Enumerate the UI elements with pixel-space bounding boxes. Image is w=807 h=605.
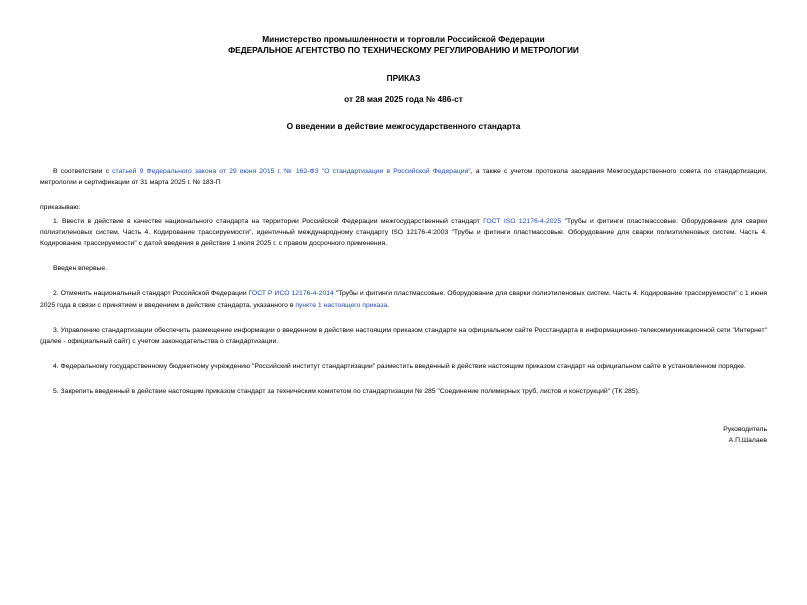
signature-block	[723, 424, 767, 446]
item-3: 3. Управлению стандартизации обеспечить размещение информации о введенном в действие настоящим приказом стандарте на официальном сайте Росстандарта в информационно-телекоммуникационной сети "Интернет" (далее - официальный сайт) с учетом законодательства о стандартизации.	[40, 326, 767, 346]
item-2	[40, 288, 767, 310]
preamble-text-2: , а также с учетом протокола заседания Межгосударственного совета по стандартизации, метрологии и сертификации от 31 марта 2025 г. № 183-П	[40, 168, 767, 187]
gost-iso-link[interactable]: ГОСТ ISO 12176-4-2025	[483, 217, 562, 225]
item-1-text-2: "Трубы и фитинги пластмассовые. Оборудование для сварки полиэтиленовых систем. Часть 4. Кодирование трассируемости", идентичный международному стандарту ISO 12176-4:2003 "Трубы и фитинги пластмассовые. Оборудование для сварки полиэтиленовых систем. Часть 4. Кодирование трассируемости" с датой введения в действие 1 июля 2025 г. с правом досрочного применения.	[40, 217, 768, 248]
item-1	[40, 216, 767, 250]
federal-law-link[interactable]: статьей 9 Федерального закона от 29 июня 2015 г. № 162-ФЗ "О стандартизации в Российской Федерации"	[112, 168, 471, 175]
signer-name: А.П.Шалаев	[728, 437, 767, 444]
doc-type: ПРИКАЗ	[386, 73, 421, 83]
signer-title: Руководитель	[723, 426, 767, 433]
item-5: 5. Закрепить введенный в действие настоящим приказом стандарт за техническим комитетом по стандартизации № 285 "Соединение полимерных труб, листов и конструкций" (ТК 285).	[53, 388, 640, 396]
item-1-reference-link[interactable]: пункте 1 настоящего приказа	[295, 301, 388, 309]
item-1-text-1: 1. Ввести в действие в качестве национального стандарта на территории Российской Федерации межгосударственный стандарт	[53, 217, 484, 225]
order-body	[40, 166, 767, 398]
agency-name: ФЕДЕРАЛЬНОЕ АГЕНТСТВО ПО ТЕХНИЧЕСКОМУ РЕГУЛИРОВАНИЮ И МЕТРОЛОГИИ	[228, 45, 579, 55]
preamble-text-1: В соответствии с	[53, 168, 113, 175]
ministry-name: Министерство промышленности и торговли Российской Федерации	[262, 34, 545, 44]
order-word: приказываю:	[40, 204, 81, 212]
document-page	[0, 34, 807, 605]
item-4: 4. Федеральному государственному бюджетному учреждению "Российский институт стандартизации" разместить введенный в действие настоящим приказом стандарт на официальном сайте в установленном порядке.	[53, 363, 746, 371]
preamble-paragraph	[40, 166, 767, 188]
item-2-text-3: .	[387, 301, 390, 309]
item-2-text-1: 2. Отменить национальный стандарт Российской Федерации	[53, 290, 249, 298]
first-time-note: Введен впервые.	[53, 265, 108, 273]
order-subject: О введении в действие межгосударственного стандарта	[286, 121, 521, 131]
order-date-number: от 28 мая 2025 года № 486-ст	[344, 94, 463, 104]
gost-r-iso-link[interactable]: ГОСТ Р ИСО 12176-4-2014	[248, 290, 334, 298]
item-2-text-2: "Трубы и фитинги пластмассовые. Оборудование для сварки полиэтиленовых систем. Часть 4. Кодирование трассируемости" с 1 июня 2025 года в связи с принятием и введением в действие стандарта, указанного в	[40, 290, 767, 309]
